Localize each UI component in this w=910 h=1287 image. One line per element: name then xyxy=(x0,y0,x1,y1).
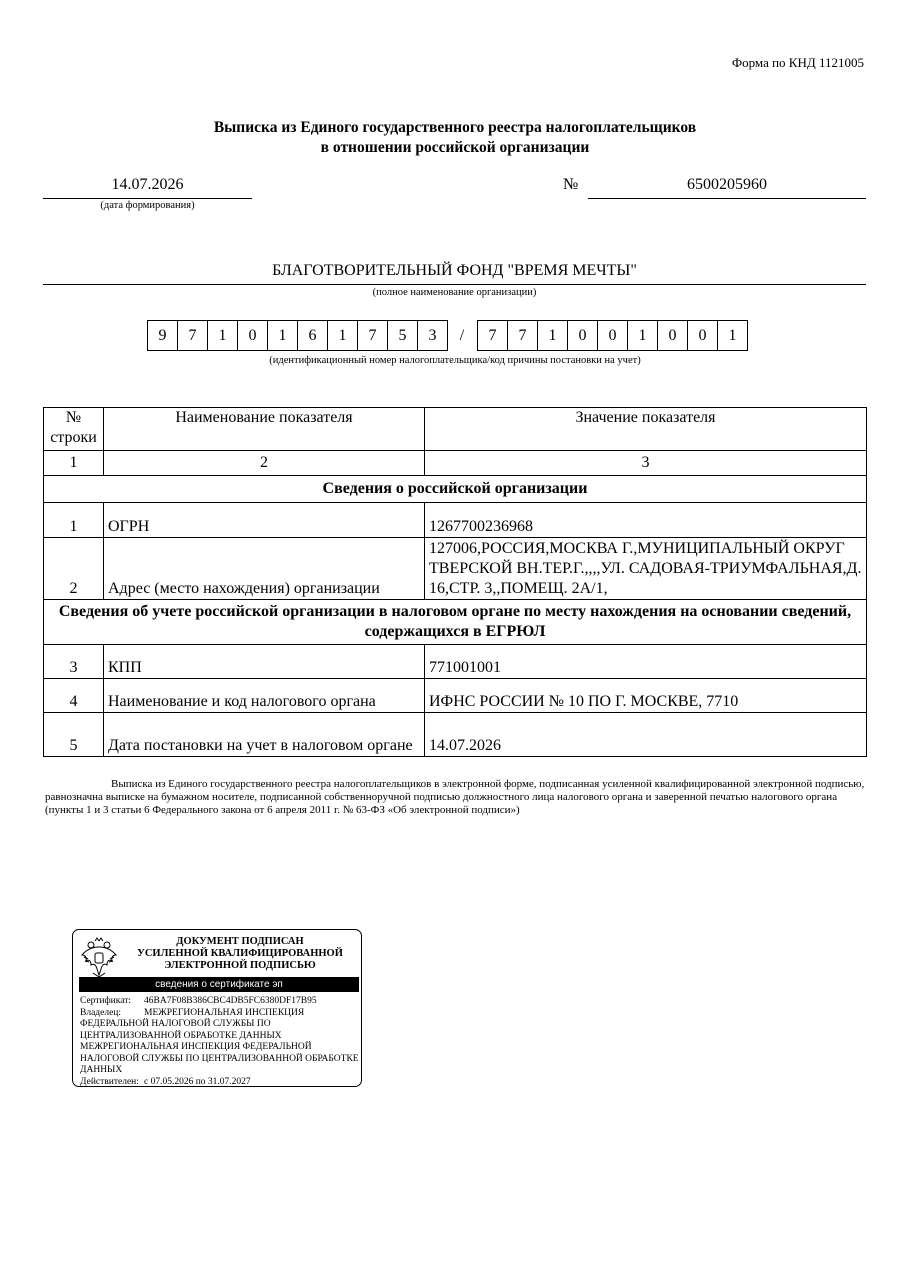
header-indicator-value: Значение показателя xyxy=(425,408,867,451)
header-indicator-name: Наименование показателя xyxy=(104,408,425,451)
date-caption: (дата формирования) xyxy=(100,200,195,211)
row-indicator-value: 771001001 xyxy=(425,645,867,679)
valid-value: с 07.05.2026 по 31.07.2027 xyxy=(144,1076,251,1087)
number-sign: № xyxy=(563,176,579,193)
row-number: 4 xyxy=(44,679,104,713)
certificate-details xyxy=(80,996,360,1088)
certificate-info-bar: сведения о сертификате эп xyxy=(79,977,359,992)
document-title xyxy=(0,118,910,158)
row-indicator-name: Наименование и код налогового органа xyxy=(104,679,425,713)
stamp-heading-line: УСИЛЕННОЙ КВАЛИФИЦИРОВАННОЙ xyxy=(137,948,343,959)
inn-digit: 3 xyxy=(417,320,448,351)
orgname-caption: (полное наименование организации) xyxy=(372,287,537,298)
inn-digit: 1 xyxy=(207,320,238,351)
double-headed-eagle-icon xyxy=(79,935,119,979)
inn-digit: 7 xyxy=(357,320,388,351)
kpp-digit: 0 xyxy=(687,320,718,351)
column-numbers-row xyxy=(44,451,867,476)
inn-kpp-separator: / xyxy=(459,326,465,344)
kpp-digit: 0 xyxy=(597,320,628,351)
section-title: Сведения об учете российской организации в налоговом органе по месту нахождения на основании сведений, содержащихся в ЕГРЮЛ xyxy=(44,600,867,645)
certificate-value: 46BA7F08B386CBC4DB5FC6380DF17B95 xyxy=(144,996,317,1006)
section-title: Сведения о российской организации xyxy=(44,476,867,503)
formation-date: 14.07.2026 xyxy=(111,176,184,193)
row-number: 2 xyxy=(44,538,104,600)
inn-digit: 7 xyxy=(177,320,208,351)
valid-label: Действителен: xyxy=(80,1076,139,1087)
row-indicator-name: КПП xyxy=(104,645,425,679)
row-indicator-value: 127006,РОССИЯ,МОСКВА Г.,МУНИЦИПАЛЬНЫЙ ОКРУГ ТВЕРСКОЙ ВН.ТЕР.Г.,,,,УЛ. САДОВАЯ-ТРИУМФАЛЬНАЯ,Д. 16,СТР. 3,,ПОМЕЩ. 2А/1, xyxy=(425,538,867,600)
kpp-digit: 0 xyxy=(657,320,688,351)
row-indicator-value: 14.07.2026 xyxy=(425,713,867,757)
form-code: Форма по КНД 1121005 xyxy=(731,55,864,70)
row-number: 1 xyxy=(44,503,104,538)
inn-digit: 6 xyxy=(297,320,328,351)
stamp-heading-line: ЭЛЕКТРОННОЙ ПОДПИСЬЮ xyxy=(164,960,316,971)
kpp-digit: 1 xyxy=(717,320,748,351)
table-header-row xyxy=(44,408,867,451)
inn-digit: 5 xyxy=(387,320,418,351)
table-row xyxy=(44,503,867,538)
row-indicator-name: Дата постановки на учет в налоговом органе xyxy=(104,713,425,757)
title-line-2: в отношении российской организации xyxy=(320,139,590,156)
inn-kpp-boxes xyxy=(147,320,747,351)
row-indicator-value: ИФНС РОССИИ № 10 ПО Г. МОСКВЕ, 7710 xyxy=(425,679,867,713)
owner-value: МЕЖРЕГИОНАЛЬНАЯ ИНСПЕКЦИЯ ФЕДЕРАЛЬНОЙ НАЛОГОВОЙ СЛУЖБЫ ПО ЦЕНТРАЛИЗОВАННОЙ ОБРАБОТКЕ ДАННЫХ МЕЖРЕГИОНАЛЬНАЯ ИНСПЕКЦИЯ ФЕДЕРАЛЬНОЙ НАЛОГОВОЙ СЛУЖБЫ ПО ЦЕНТРАЛИЗОВАННОЙ ОБРАБОТКЕ ДАННЫХ xyxy=(80,1007,359,1075)
table-row xyxy=(44,713,867,757)
inn-digit: 1 xyxy=(327,320,358,351)
header-row-number: № строки xyxy=(44,408,104,451)
kpp-digit: 1 xyxy=(627,320,658,351)
table-row xyxy=(44,679,867,713)
row-indicator-value: 1267700236968 xyxy=(425,503,867,538)
kpp-digit: 7 xyxy=(507,320,538,351)
inn-digit: 0 xyxy=(237,320,268,351)
organization-name: БЛАГОТВОРИТЕЛЬНЫЙ ФОНД "ВРЕМЯ МЕЧТЫ" xyxy=(272,262,637,279)
indicators-table xyxy=(43,407,867,757)
column-number: 1 xyxy=(44,451,104,476)
table-row xyxy=(44,645,867,679)
row-indicator-name: Адрес (место нахождения) организации xyxy=(104,538,425,600)
row-indicator-name: ОГРН xyxy=(104,503,425,538)
section-row xyxy=(44,476,867,503)
kpp-digit: 0 xyxy=(567,320,598,351)
inn-digit: 9 xyxy=(147,320,178,351)
extract-number: 6500205960 xyxy=(687,176,767,193)
table-row xyxy=(44,538,867,600)
column-number: 2 xyxy=(104,451,425,476)
column-number: 3 xyxy=(425,451,867,476)
inn-digit: 1 xyxy=(267,320,298,351)
legal-note: Выписка из Единого государственного реестра налогоплательщиков в электронной форме, подписанная усиленной квалифицированной электронной подписью, равнозначна выписке на бумажном носителе, подписанной собственноручной подписью должностного лица налогового органа и заверенной печатью налогового органа (пункты 1 и 3 статьи 6 Федерального закона от 6 апреля 2011 г. № 63-ФЗ «Об электронной подписи») xyxy=(45,778,865,816)
title-line-1: Выписка из Единого государственного реестра налогоплательщиков xyxy=(213,119,697,136)
owner-label: Владелец: xyxy=(80,1007,122,1018)
inn-kpp-caption: (идентификационный номер налогоплательщика/код причины постановки на учет) xyxy=(269,355,641,366)
stamp-heading xyxy=(125,936,355,972)
row-number: 5 xyxy=(44,713,104,757)
certificate-label: Сертификат: xyxy=(80,996,132,1006)
kpp-digit: 7 xyxy=(477,320,508,351)
orgname-underline xyxy=(43,284,866,285)
date-underline xyxy=(43,198,252,199)
number-underline xyxy=(588,198,866,199)
section-row xyxy=(44,600,867,645)
row-number: 3 xyxy=(44,645,104,679)
stamp-heading-line: ДОКУМЕНТ ПОДПИСАН xyxy=(176,936,304,947)
signature-stamp xyxy=(72,929,362,1087)
kpp-digit: 1 xyxy=(537,320,568,351)
